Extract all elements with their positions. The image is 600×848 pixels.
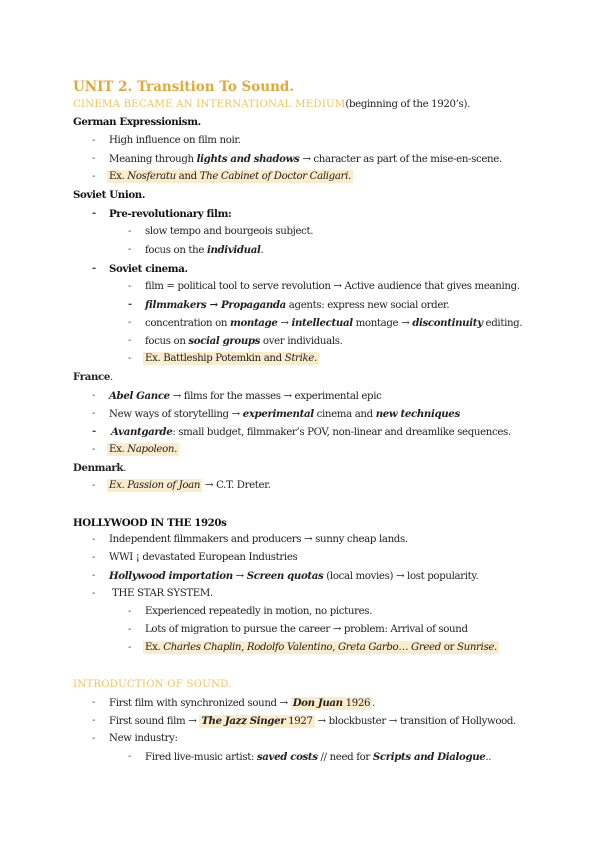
highlighted-example: [143, 352, 319, 365]
emphasis: new techniques: [375, 408, 460, 420]
text: New ways of storytelling →: [109, 409, 243, 420]
highlighted-film: [291, 697, 372, 710]
list-item: High influence on film noir.: [109, 135, 241, 146]
bullet-dash: -: [92, 588, 96, 599]
list-item: [145, 298, 449, 313]
highlighted-film: [199, 715, 314, 728]
emphasis: filmmakers → Propaganda: [145, 299, 286, 311]
text: cinema and: [313, 409, 376, 420]
bullet-dash: -: [92, 408, 96, 419]
text: focus on the: [145, 245, 207, 256]
list-item: THE STAR SYSTEM.: [112, 588, 213, 599]
list-item: [111, 425, 511, 440]
subheading-soviet-cinema: Soviet cinema.: [109, 263, 188, 275]
text: concentration on: [145, 318, 231, 329]
bullet-dash: -: [92, 570, 96, 581]
list-item: [109, 407, 460, 422]
list-item: [145, 750, 491, 765]
list-item: [109, 714, 516, 729]
text: focus on: [145, 336, 189, 347]
bullet-dash: -: [128, 299, 133, 310]
text: editing.: [482, 318, 523, 329]
emphasis: Scripts and Dialogue: [372, 751, 486, 763]
list-item: [107, 170, 353, 184]
text: montage →: [352, 318, 413, 329]
bullet-dash: -: [92, 153, 96, 164]
emphasis: Screen quotas: [246, 570, 324, 582]
text: .: [494, 642, 497, 653]
text: .: [174, 444, 177, 455]
film-title: Don Juan: [292, 697, 343, 709]
bullet-dash: -: [92, 208, 97, 219]
emphasis: social groups: [188, 335, 261, 347]
heading-text: France: [73, 371, 111, 383]
film-title: The Jazz Singer: [201, 715, 286, 727]
text: → C.T. Dreter.: [202, 480, 271, 491]
list-item: [107, 443, 179, 457]
star-name: Charles Chaplin: [163, 642, 242, 653]
highlighted-example: [107, 443, 179, 456]
bullet-dash: -: [92, 552, 96, 563]
bullet-dash: -: [92, 733, 96, 744]
text: Fired live-music artist:: [145, 752, 257, 763]
bullet-dash: -: [92, 715, 96, 726]
highlighted-example: [143, 641, 499, 654]
film-title: Napoleon: [127, 444, 175, 455]
bullet-dash: -: [92, 426, 97, 437]
text: agents: express new social order.: [285, 300, 450, 311]
film-title: The Cabinet of Doctor Caligari: [199, 171, 348, 182]
film-title: Strike: [284, 353, 314, 364]
emphasis: discontinuity: [412, 317, 483, 329]
list-item: New industry:: [109, 733, 178, 744]
emphasis: Hollywood importation: [109, 570, 233, 582]
bullet-dash: -: [128, 624, 132, 635]
heading-introduction-of-sound: INTRODUCTION OF SOUND.: [73, 679, 232, 690]
bullet-dash: -: [128, 335, 132, 346]
list-item: [109, 389, 381, 404]
text: ,: [332, 642, 338, 653]
bullet-dash: -: [92, 263, 97, 274]
emphasis: Abel Gance: [109, 390, 170, 402]
year: 1927: [285, 716, 313, 727]
emphasis: intellectual: [291, 317, 353, 329]
text: (local movies) → lost popularity.: [323, 571, 479, 582]
list-item: WWI ¡ devastated European Industries: [109, 552, 298, 563]
bullet-dash: -: [128, 751, 132, 762]
bullet-dash: -: [128, 353, 132, 364]
text: and: [175, 171, 200, 182]
text: →: [232, 571, 247, 582]
list-item: [145, 316, 522, 331]
text: .: [110, 372, 113, 383]
heading-text: Denmark: [73, 462, 124, 474]
emphasis: Avantgarde: [111, 426, 173, 438]
text: First sound film →: [109, 716, 200, 727]
list-item: Experienced repeatedly in motion, no pictures.: [145, 606, 373, 617]
text: // need for: [317, 752, 373, 763]
text: .: [372, 698, 376, 709]
bullet-dash: -: [128, 281, 132, 292]
text: First film with synchronized sound →: [109, 698, 291, 709]
section-heading: CINEMA BECAME AN INTERNATIONAL MEDIUM: [73, 99, 346, 110]
heading-denmark: [73, 461, 126, 476]
year: 1926: [342, 698, 371, 709]
bullet-dash: -: [92, 390, 96, 401]
bullet-dash: -: [92, 480, 96, 491]
text: Ex.: [145, 642, 164, 653]
list-item: Lots of migration to pursue the career → problem: Arrival of sound: [145, 624, 468, 635]
list-item: [145, 334, 343, 349]
text: .: [123, 463, 126, 474]
highlighted-example: Ex. Passion of Joan: [109, 480, 201, 491]
emphasis: saved costs: [256, 751, 318, 763]
list-item: [109, 152, 502, 167]
highlighted-example: [107, 170, 353, 183]
subheading-pre-revolutionary: Pre-revolutionary film:: [109, 208, 232, 220]
bullet-dash: -: [128, 606, 132, 617]
text: Meaning through: [109, 154, 197, 165]
list-item: [145, 243, 263, 258]
text: over individuals.: [260, 336, 343, 347]
heading-hollywood-1920s: HOLLYWOOD IN THE 1920s: [73, 517, 227, 529]
emphasis: lights and shadows: [196, 153, 300, 165]
heading-soviet-union: Soviet Union.: [73, 189, 146, 201]
film-title: Sunrise: [456, 642, 495, 653]
film-title: Nosferatu: [127, 171, 176, 182]
emphasis: individual: [206, 244, 261, 256]
text: → blockbuster → transition of Hollywood.: [314, 716, 516, 727]
emphasis: experimental: [242, 408, 314, 420]
text: .: [347, 171, 351, 182]
bullet-dash: -: [92, 444, 96, 455]
list-item: [143, 641, 499, 655]
unit-title: UNIT 2. Transition To Sound.: [73, 79, 295, 95]
bullet-dash: -: [128, 226, 132, 237]
star-name: Rodolfo Valentino: [246, 642, 333, 653]
section-subtext: (beginning of the 1920’s).: [345, 99, 470, 110]
text: Ex.: [109, 444, 128, 455]
text: → films for the masses → experimental epic: [169, 391, 382, 402]
text: →: [277, 318, 292, 329]
text: .: [260, 245, 264, 256]
list-item: Independent filmmakers and producers → sunny cheap lands.: [109, 534, 408, 545]
text: Ex. Battleship Potemkin and: [145, 353, 285, 364]
heading-france: [73, 370, 113, 385]
emphasis: montage: [230, 317, 278, 329]
text: Ex.: [109, 171, 128, 182]
list-item: [109, 569, 478, 584]
heading-german-expressionism: German Expressionism.: [73, 116, 201, 128]
bullet-dash: -: [128, 244, 132, 255]
list-item: [109, 696, 375, 711]
bullet-dash: -: [128, 642, 132, 653]
text: .: [314, 353, 317, 364]
bullet-dash: -: [128, 317, 132, 328]
list-item: [143, 352, 319, 366]
text: ,: [241, 642, 247, 653]
text: → character as part of the mise-en-scene.: [299, 154, 502, 165]
bullet-dash: -: [92, 171, 96, 182]
star-name: Greta Garbo… Greed: [337, 642, 441, 653]
list-item: slow tempo and bourgeois subject.: [145, 226, 314, 237]
text: or: [440, 642, 457, 653]
bullet-dash: -: [92, 135, 96, 146]
text: ..: [485, 752, 492, 763]
list-item: film = political tool to serve revolution → Active audience that gives meaning.: [145, 281, 520, 292]
bullet-dash: -: [92, 534, 96, 545]
text: : small budget, filmmaker’s POV, non-linear and dreamlike sequences.: [172, 427, 511, 438]
bullet-dash: -: [92, 697, 96, 708]
list-item: [107, 479, 271, 493]
section-international-medium: [73, 98, 470, 112]
